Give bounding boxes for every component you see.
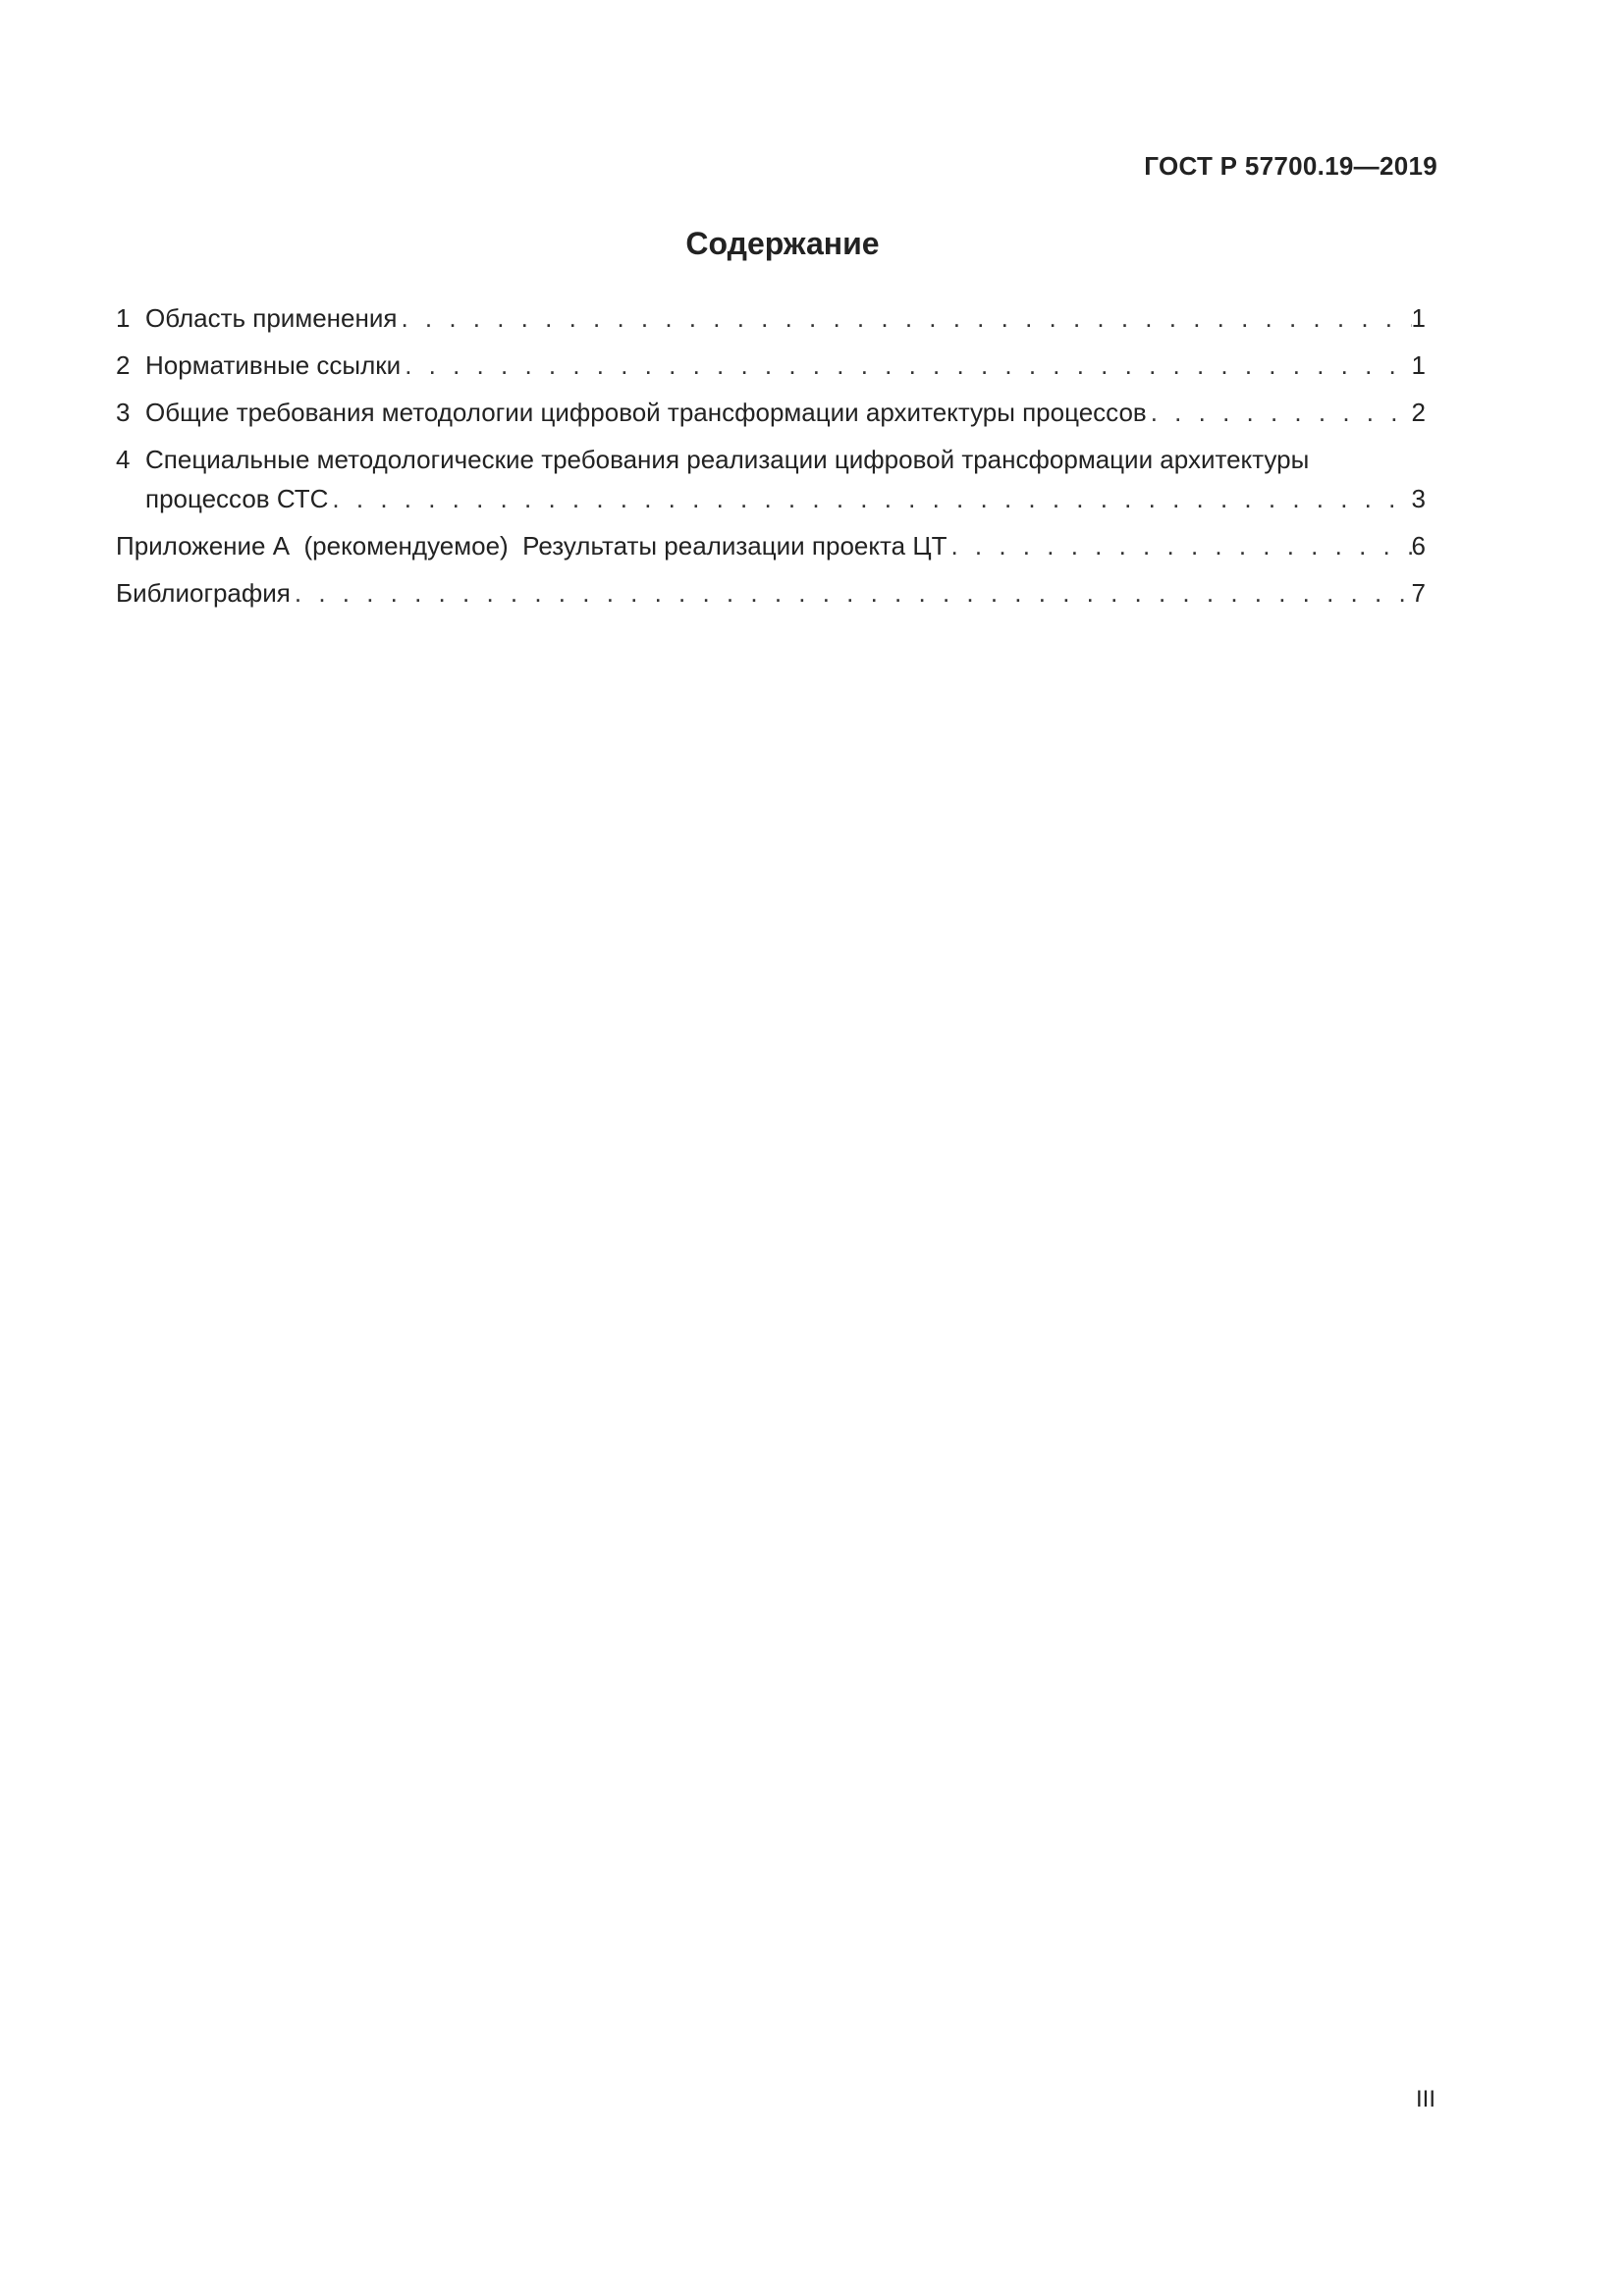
- toc-entry-number: 1: [116, 303, 131, 333]
- toc-entry-line-first: [116, 440, 1426, 479]
- toc-entry-line-continued: [116, 479, 1426, 518]
- toc-entry-page: 6: [1411, 531, 1426, 561]
- toc-entry-text: Библиография: [116, 578, 291, 608]
- toc-leader-dots: [291, 573, 1412, 613]
- toc-entry-bibliography[interactable]: [116, 573, 1426, 613]
- toc-entry-text: Общие требования методологии цифровой трансформации архитектуры процессов: [145, 398, 1147, 427]
- toc-entry-page: 7: [1411, 578, 1426, 608]
- toc-entry-text: Нормативные ссылки: [145, 350, 402, 380]
- toc-leader-dots: [328, 479, 1411, 518]
- toc-entry-text: Специальные методологические требования реализации цифровой трансформации архитектуры: [145, 445, 1310, 474]
- toc-entry-text-continued: процессов СТС: [145, 484, 329, 513]
- toc-entry-number: 3: [116, 398, 131, 427]
- toc-entry-line: [116, 393, 1426, 432]
- table-of-contents: [116, 298, 1426, 620]
- document-code: ГОСТ Р 57700.19—2019: [1144, 151, 1437, 181]
- toc-entry-line: [116, 526, 1426, 565]
- toc-entry-1[interactable]: [116, 298, 1426, 338]
- toc-title: Содержание: [685, 226, 880, 261]
- toc-entry-number: 4: [116, 445, 131, 474]
- toc-leader-dots: [397, 298, 1411, 338]
- toc-entry-2[interactable]: [116, 346, 1426, 385]
- toc-entry-page: 3: [1411, 484, 1426, 513]
- toc-entry-page: 2: [1411, 398, 1426, 427]
- toc-entry-page: 1: [1411, 303, 1426, 333]
- toc-entry-line: [116, 346, 1426, 385]
- toc-leader-dots: [1147, 393, 1412, 432]
- toc-entry-text: Приложение А (рекомендуемое) Результаты реализации проекта ЦТ: [116, 531, 947, 561]
- toc-leader-dots: [401, 346, 1411, 385]
- toc-entry-4[interactable]: [116, 440, 1426, 518]
- toc-entry-line: [116, 298, 1426, 338]
- toc-entry-line: [116, 573, 1426, 613]
- toc-entry-number: 2: [116, 350, 131, 380]
- toc-entry-3[interactable]: [116, 393, 1426, 432]
- toc-entry-text: Область применения: [145, 303, 398, 333]
- toc-entry-appendix-a[interactable]: [116, 526, 1426, 565]
- toc-leader-dots: [947, 526, 1411, 565]
- toc-entry-page: 1: [1411, 350, 1426, 380]
- page-number: III: [1415, 2086, 1435, 2112]
